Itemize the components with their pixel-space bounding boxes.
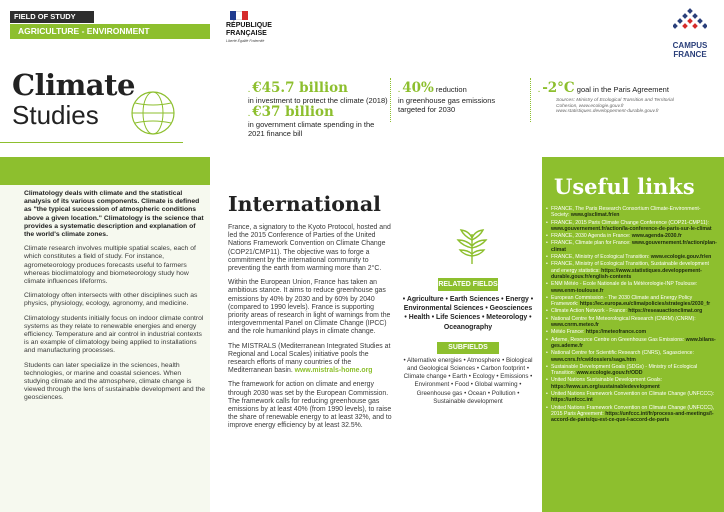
link-label: United Nations Framework Convention on Climate Change (UNFCCC): [551, 391, 715, 398]
link-url[interactable]: www.bilans-ges.ademe.fr [551, 336, 716, 349]
link-label: FRANCE, Ministry of Ecological Transition: [551, 254, 651, 261]
link-url[interactable]: www.ecologie.gouv.fr/ODD [576, 370, 643, 377]
link-url[interactable]: https://unfccc.int/fr/process-and-meetings/l-accord-de-paris/qu-est-ce-que-l-accord-de-paris [551, 410, 714, 424]
international-text [228, 224, 394, 437]
stat-divider [530, 78, 531, 122]
paragraph [228, 343, 394, 376]
stat-emissions-reduction: . 40% reduction in greenhouse gas emissions targeted for 2030 [398, 80, 518, 114]
paragraph: Within the European Union, France has taken an ambitious stance. It aims to reduce greenhouse gas emissions by 40% by 2030 and by 60% by 2040 (compared to 1990 levels). France is supporting priority areas of research in light of warnings from the intergovernmental Panel on Climate Change (IPCC) and the role humankind plays in climate change. [228, 279, 391, 336]
link-url[interactable]: www.gouvernement.fr/action/plan-climat [551, 240, 717, 253]
stat-investment: . €45.7 billion in investment to protect the climate (2018) [248, 80, 388, 105]
campus-france-logo [664, 8, 716, 59]
related-fields-list: • Agriculture • Earth Sciences • Energy • Environmental Sciences • Geosciences • Health • Life Sciences • Meteorology • Oceanography [402, 296, 534, 331]
republique-francaise-logo [226, 11, 286, 43]
useful-link-item [546, 391, 718, 404]
link-url[interactable]: https://meteofrance.com [585, 329, 647, 336]
french-flag-icon [230, 11, 248, 20]
mistrals-link[interactable]: www.mistrals-home.org [294, 367, 373, 375]
link-label: Ademe, Resource Centre on Greenhouse Gas Emissions: [551, 336, 686, 343]
overview-text [24, 190, 206, 409]
useful-link-item [546, 316, 718, 329]
link-url[interactable]: www.cnrs.fr/cw/dossiers/saga.htm [551, 356, 636, 363]
stat-divider [390, 78, 391, 122]
useful-link-item [546, 261, 718, 280]
page-title: Climate [12, 68, 135, 102]
link-url[interactable]: www.agenda-2030.fr [631, 233, 682, 240]
sector-tag: AGRICULTURE - ENVIRONMENT [10, 24, 210, 39]
link-label: National Centre for Meteorological Research (CNRM) (CNRM): [551, 315, 696, 322]
globe-icon [128, 88, 178, 138]
stat-paris-goal: . -2°C goal in the Paris Agreement Sources: Ministry of Ecological Transition and Territorial Cohesion, www.ecologie.gouv.fr www.statistiques.developpement-durable.gouv.fr [538, 80, 688, 115]
paragraph: Climatology students initially focus on indoor climate control systems as they relate to renewable energies and energy efficiency. Temperature and air control in industrial contexts is an example of climatology being applied to installations and manufacturing processes. [24, 314, 204, 355]
stat-suffix: goal in the Paris Agreement [574, 85, 669, 94]
link-label: FRANCE, Ministry of Ecological Transition, Sustainable development and energy statistics: [551, 261, 710, 274]
useful-link-item [546, 405, 718, 424]
link-url[interactable]: www.gouvernement.fr/action/la-conference-de-paris-sur-le-climat [551, 225, 712, 232]
paragraph: The framework for action on climate and energy through 2030 was set by the European Commission. The framework calls for reducing greenhouse gas emissions by at least 40% (from 1990 levels), to raise the share of renewable energy to at least 32%, and to improve energy efficiency by at least 32.5%. [228, 381, 392, 430]
subfields-label: SUBFIELDS [437, 342, 499, 354]
international-heading: International [228, 192, 381, 216]
intro-paragraph: Climatology deals with climate and the statistical analysis of its various components. Climate is defined as "the typical succession of atmospheric conditions above a given location." Climatology is the science that provides a systematic description and explanation of the world's climate zones. [24, 190, 204, 239]
field-of-study-tag: FIELD OF STUDY [10, 11, 94, 23]
link-label: ENM Météo - Ecole Nationale de la Météorologie-INP Toulouse: [551, 281, 698, 288]
related-fields-label: RELATED FIELDS [438, 278, 498, 291]
useful-link-item [546, 233, 718, 239]
link-label: FRANCE, Climate plan for France: [551, 240, 633, 247]
useful-link-item [546, 329, 718, 335]
paragraph: Climate research involves multiple spatial scales, each of which constitutes a field of study. For instance, agrometeorology produces forecasts useful to farmers whereas bioclimatology and biometeorology study how climate influences lifeforms. [24, 245, 196, 286]
campus-france-name: CAMPUS FRANCE [672, 41, 708, 59]
stat-value: €45.7 billion [252, 80, 348, 96]
campus-france-icon [673, 8, 707, 34]
link-url[interactable]: https://reseauactionclimat.org [628, 308, 703, 315]
useful-link-item [546, 377, 718, 390]
link-url[interactable]: https://www.statistiques.developpement-durable.gouv.fr/english-contents [551, 267, 702, 280]
useful-link-item [546, 281, 718, 294]
link-label: National Centre for Scientific Research (CNRS), Sagascience: [551, 350, 695, 357]
link-url[interactable]: https://ec.europa.eu/clima/policies/strategies/2030_fr [579, 301, 711, 308]
link-label: European Commission - The 2030 Climate and Energy Policy Framework: [551, 294, 693, 308]
link-label: Climate Action Network - France: [551, 308, 629, 315]
republic-name: RÉPUBLIQUE FRANÇAISE [226, 22, 272, 37]
link-url[interactable]: www.enm-toulouse.fr [551, 287, 604, 294]
stat-text: in greenhouse gas emissions targeted for 2030 [398, 96, 496, 114]
useful-link-item [546, 206, 718, 219]
link-label: FRANCE, 2015 Paris Climate Change Conference (COP21-CMP11): [551, 219, 709, 226]
stat-suffix: reduction [433, 85, 467, 94]
link-label: FRANCE, The Paris Research Consortium Climate-Environment-Society: [551, 206, 701, 219]
republic-motto: Liberté Égalité Fraternité [226, 39, 265, 43]
sources-note: Sources: Ministry of Ecological Transition and Territorial Cohesion, www.ecologie.gouv.fr www.statistiques.developpement-durable.gouv.fr [556, 98, 674, 114]
useful-links-heading: Useful links [554, 174, 695, 199]
useful-link-item [546, 308, 718, 314]
useful-link-item [546, 337, 718, 350]
paragraph: Climatology often intersects with other disciplines such as physics, physiology, ecology, agronomy, and medicine. [24, 292, 198, 308]
link-url[interactable]: www.ecologie.gouv.fr/en [650, 254, 712, 261]
link-url[interactable]: https://www.un.org/sustainabledevelopment [551, 383, 660, 390]
useful-link-item [546, 220, 718, 233]
link-label: Sustainable Development Goals (SDGs) - Ministry of Ecological Transition: [551, 363, 698, 377]
page-subtitle: Studies [12, 100, 99, 130]
useful-link-item [546, 350, 718, 363]
useful-link-item [546, 364, 718, 377]
useful-links-list [546, 206, 718, 425]
link-label: Météo France: [551, 329, 586, 336]
left-accent-strip [0, 157, 210, 185]
link-url[interactable]: www.gisclimat.fr/en [570, 212, 620, 219]
link-url[interactable]: www.cnrm.meteo.fr [551, 322, 599, 329]
link-label: FRANCE, 2030 Agenda in France: [551, 233, 632, 240]
paragraph-text: The MISTRALS (Mediterranean Integrated Studies at Regional and Local Scales) initiative pools the research efforts of many countries of the Mediterranean basin. [228, 342, 391, 375]
stat-government-spending: . €37 billion in government climate spending in the 2021 finance bill [248, 104, 388, 138]
stat-value: 40% [402, 80, 434, 96]
useful-link-item [546, 254, 718, 260]
stat-text: in investment to protect the climate (2018) [248, 96, 388, 105]
title-divider [0, 142, 183, 143]
link-url[interactable]: https://unfccc.int [551, 397, 593, 404]
paragraph: Students can later specialize in the sciences, health technologies, or marine and coastal sciences. When studying climate and the atmosphere, climate change is viewed through the lens of sustainable development and the geosciences. [24, 361, 205, 402]
subfields-list: • Alternative energies • Atmosphere • Biological and Geological Sciences • Carbon footprint • Climate change • Earth • Ecology • Emissions • Environment • Food • Global warming • Greenhouse gas • Ocean • Pollution • Sustainable development [403, 356, 533, 405]
link-label: United Nations Sustainable Development Goals: [551, 377, 663, 384]
paragraph: France, a signatory to the Kyoto Protocol, hosted and led the 2015 Conference of Parties of the United Nations Framework Convention on Climate Change (COP21/CMP11). The objective was to forge a commitment by the international community to preventing the earth from warming more than 2°C. [228, 224, 391, 273]
useful-link-item [546, 240, 718, 253]
stat-value: €37 billion [252, 104, 334, 120]
link-label: United Nations Framework Convention on Climate Change (UNFCCC), 2015 Paris Agreement: [551, 404, 715, 417]
stat-value: -2°C [542, 80, 575, 96]
useful-link-item [546, 295, 718, 308]
fields-column [402, 220, 534, 406]
stat-text: in government climate spending in the 2021 finance bill [248, 120, 375, 138]
